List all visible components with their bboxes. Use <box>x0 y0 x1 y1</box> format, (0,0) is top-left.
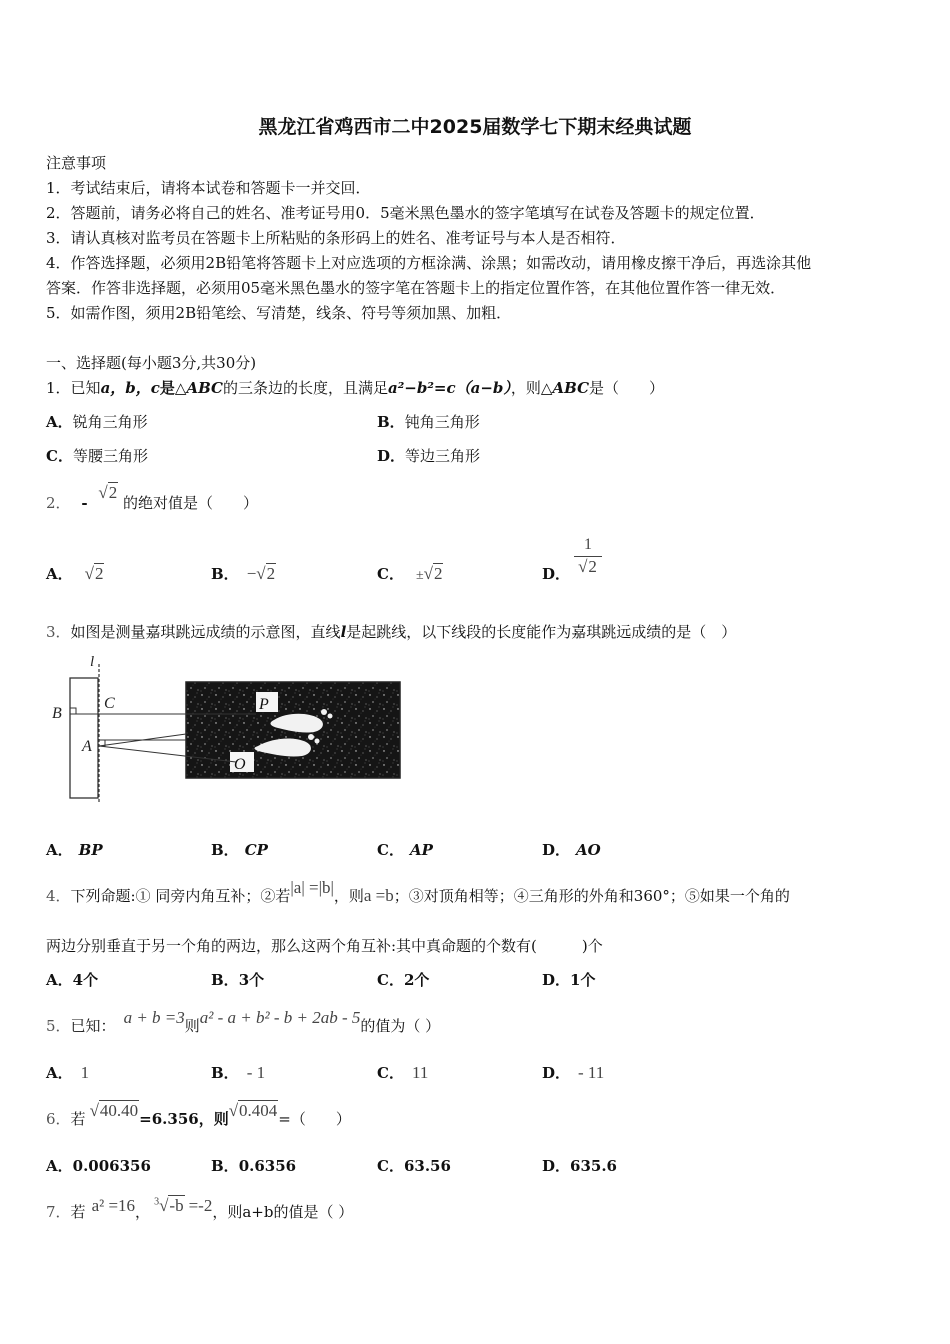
q7-cuberoot: $^3$√-b <box>154 1196 184 1215</box>
label-c: C <box>104 695 115 712</box>
question-7: 7．若 a² =16，$^3$√-b =-2，则a+b的值是（ ） <box>46 1196 354 1221</box>
q4-option-d[interactable]: D．1个 <box>542 971 596 989</box>
q1-option-a[interactable]: A．锐角三角形 <box>46 413 148 431</box>
q4-option-c[interactable]: C．2个 <box>377 971 430 989</box>
question-3: 3．如图是测量嘉琪跳远成绩的示意图，直线l是起跳线，以下线段的长度能作为嘉琪跳远成绩的是（ ） <box>46 623 737 641</box>
q5-num: 5． <box>46 1017 71 1035</box>
q1-equation: a²−b²=c（a−b） <box>388 379 511 397</box>
q4-option-b[interactable]: B．3个 <box>211 971 265 989</box>
long-jump-figure <box>46 650 406 806</box>
q2-text: 的绝对值是（ ） <box>122 494 258 512</box>
q7-math-1: a² =16 <box>91 1196 136 1215</box>
q4-math-2: a =b <box>363 886 394 905</box>
q4-num: 4． <box>46 887 71 905</box>
q1-text-1: 已知 <box>70 379 101 397</box>
q1-abc: ABC <box>186 379 223 397</box>
q4-math-1: |a| =|b| <box>290 878 334 897</box>
q6-sqrt-1: √40.40 <box>89 1101 139 1120</box>
question-1 <box>46 377 664 398</box>
q3-option-a[interactable]: A． BP <box>46 841 103 859</box>
q1-option-c[interactable]: C．等腰三角形 <box>46 447 148 465</box>
section-heading: 一、选择题(每小题3分,共30分) <box>46 354 257 372</box>
question-4: 4．下列命题:① 同旁内角互补；②若|a| =|b|，则a =b；③对顶角相等；④三角形的外角和360°；⑤如果一个角的 <box>46 878 790 905</box>
q2-sqrt: √2 <box>98 483 118 502</box>
notice-heading: 注意事项 <box>46 154 107 172</box>
q3-line-l: l <box>340 623 347 641</box>
q3-option-c[interactable]: C． AP <box>377 841 433 859</box>
question-2 <box>46 483 258 513</box>
q2-option-b[interactable]: B． −√2 <box>211 564 276 583</box>
q1-text-3: 的三条边的长度，且满足 <box>223 379 389 397</box>
q2-option-d[interactable]: D． <box>542 565 571 583</box>
q1-option-b[interactable]: B．钝角三角形 <box>377 413 480 431</box>
q1-text-2: 是△ <box>159 379 187 397</box>
q1-abc-2: ABC <box>552 379 590 397</box>
notice-item-4-cont: 答案．作答非选择题，必须用05毫米黑色墨水的签字笔在答题卡上的指定位置作答，在其他位置作答一律无效． <box>46 279 786 297</box>
notice-item-4: 4．作答选择题，必须用2B铅笔将答题卡上对应选项的方框涂满、涂黑；如需改动，请用橡皮擦干净后，再选涂其他 <box>46 254 812 272</box>
q6-option-b[interactable]: B．0.6356 <box>211 1157 297 1175</box>
q4-option-a[interactable]: A．4个 <box>46 971 99 989</box>
q6-num: 6． <box>46 1110 71 1128</box>
q2-option-d-fraction: 1 √2 <box>574 536 602 577</box>
q5-option-a[interactable]: A． 1 <box>46 1063 90 1082</box>
label-l: l <box>90 654 95 670</box>
q1-vars: a，b，c <box>100 379 160 397</box>
label-a: A <box>82 738 92 755</box>
q7-math-2: =-2 <box>188 1196 213 1215</box>
q2-option-c[interactable]: C． ±√2 <box>377 564 443 583</box>
q6-option-c[interactable]: C．63.56 <box>377 1157 451 1175</box>
q1-num: 1． <box>46 379 71 397</box>
q2-option-a[interactable]: A． √2 <box>46 564 104 583</box>
q1-text-5: 是（ ） <box>589 379 665 397</box>
q5-option-c[interactable]: C． 11 <box>377 1063 429 1082</box>
q3-num: 3． <box>46 623 71 641</box>
label-o: O <box>234 756 246 773</box>
q6-option-a[interactable]: A．0.006356 <box>46 1157 151 1175</box>
notice-item-2: 2．答题前，请务必将自己的姓名、准考证号用0．5毫米黑色墨水的签字笔填写在试卷及答题卡的规定位置． <box>46 204 765 222</box>
q5-math-2: a² - a + b² - b + 2ab - 5 <box>199 1008 361 1027</box>
question-6: 6．若 √40.40=6.356，则√0.404=（ ） <box>46 1101 351 1128</box>
notice-item-3: 3．请认真核对监考员在答题卡上所粘贴的条形码上的姓名、准考证号与本人是否相符． <box>46 229 626 247</box>
q5-option-d[interactable]: D． - 11 <box>542 1063 605 1082</box>
q6-option-d[interactable]: D．635.6 <box>542 1157 617 1175</box>
q2-num: 2． <box>46 494 71 512</box>
q4-line-2: 两边分别垂直于另一个角的两边，那么这两个角互补:其中真命题的个数有( )个 <box>46 937 603 955</box>
question-5: 5．已知： a + b =3则a² - a + b² - b + 2ab - 5的值为（ ） <box>46 1008 441 1035</box>
page-title: 黑龙江省鸡西市二中2025届数学七下期末经典试题 <box>258 116 692 138</box>
q2-minus: - <box>81 494 88 512</box>
q6-sqrt-2: √0.404 <box>228 1101 278 1120</box>
notice-item-5: 5．如需作图，须用2B铅笔绘、写清楚，线条、符号等须加黑、加粗． <box>46 304 512 322</box>
q7-num: 7． <box>46 1203 71 1221</box>
label-b: B <box>52 705 62 722</box>
label-p: P <box>259 696 269 713</box>
q1-option-d[interactable]: D．等边三角形 <box>377 447 481 465</box>
q5-option-b[interactable]: B． - 1 <box>211 1063 266 1082</box>
q3-option-b[interactable]: B． CP <box>211 841 268 859</box>
notice-item-1: 1．考试结束后，请将本试卷和答题卡一并交回． <box>46 179 371 197</box>
q1-text-4: ，则△ <box>510 379 553 397</box>
q5-math-1: a + b =3 <box>123 1008 185 1027</box>
q3-option-d[interactable]: D． AO <box>542 841 601 859</box>
